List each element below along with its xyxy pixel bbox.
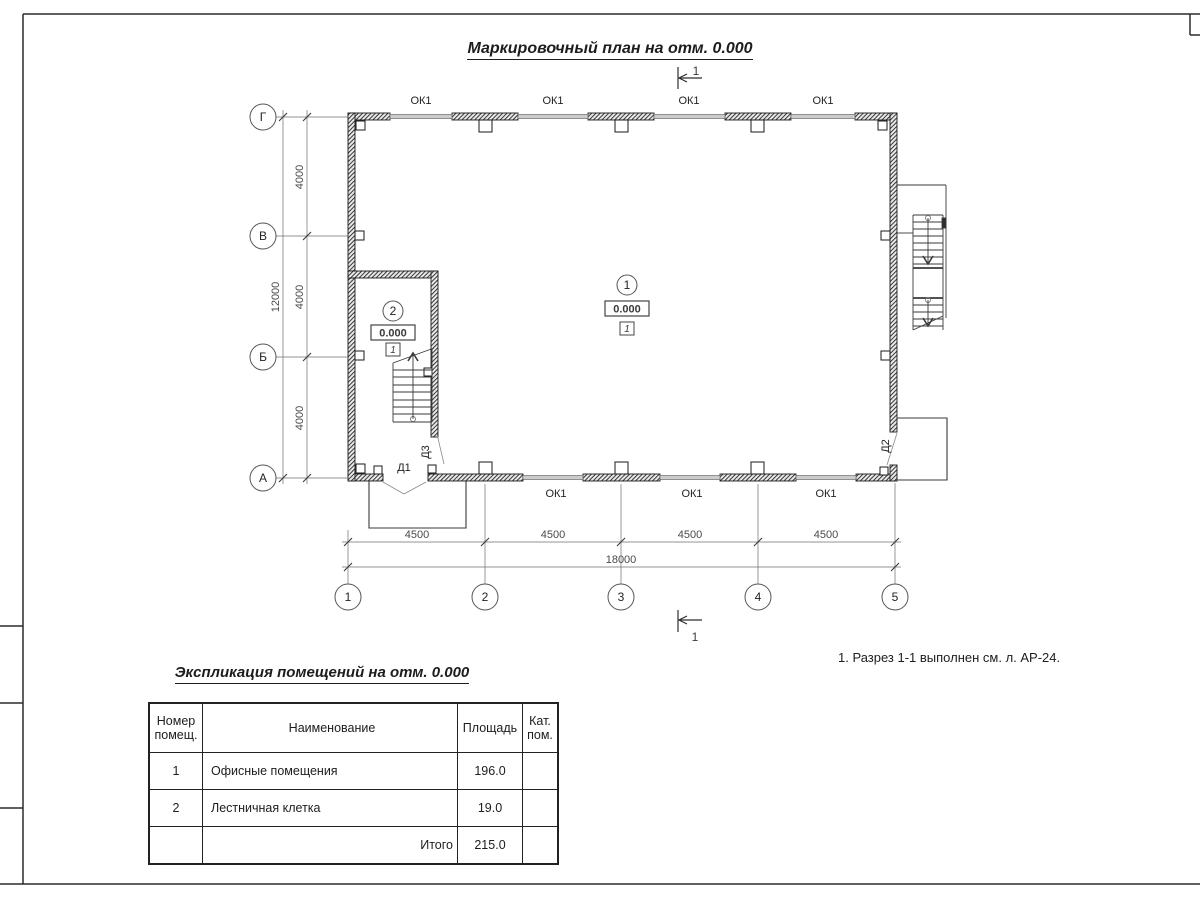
dim-4500-1: 4500	[404, 529, 430, 541]
room-1-floor-type: 1	[624, 324, 630, 335]
table-header-row	[149, 703, 558, 753]
axis-label-3: 3	[617, 590, 625, 604]
dim-18000: 18000	[605, 554, 637, 566]
header-area: Площадь	[458, 703, 523, 753]
room-number-cell: 1	[149, 753, 203, 790]
axis-label-a: А	[258, 471, 268, 485]
window-mark: ОК1	[678, 95, 700, 107]
table-row	[149, 753, 558, 790]
room-marker-1	[605, 275, 649, 335]
section-mark-bottom	[678, 610, 702, 644]
porches	[369, 418, 947, 528]
door-mark-d3: Д3	[420, 445, 432, 459]
dim-4000-3: 4000	[294, 405, 306, 431]
axis-label-2: 2	[481, 590, 489, 604]
section-number-top: 1	[692, 64, 700, 78]
table-row	[149, 790, 558, 827]
total-empty-cell	[149, 827, 203, 865]
table-total-row	[149, 827, 558, 865]
axis-label-1: 1	[344, 590, 352, 604]
interior-stair	[393, 348, 434, 422]
total-label-cell: Итого	[203, 827, 458, 865]
room-area-cell: 196.0	[458, 753, 523, 790]
room-markers	[371, 275, 649, 356]
window-mark: ОК1	[681, 488, 703, 500]
dimension-lines	[276, 110, 901, 585]
plan-title	[430, 40, 790, 58]
window-mark: ОК1	[542, 95, 564, 107]
room-explication-table	[148, 702, 559, 865]
door-labels	[397, 439, 892, 474]
dim-4500-2: 4500	[540, 529, 566, 541]
dim-4500-3: 4500	[677, 529, 703, 541]
axis-label-g: Г	[259, 110, 267, 124]
section-number-bottom: 1	[691, 630, 699, 644]
dim-4500-4: 4500	[813, 529, 839, 541]
door-swings	[383, 433, 897, 494]
header-room-number: Номер помещ.	[149, 703, 203, 753]
room-2-floor-type: 1	[390, 345, 396, 356]
room-1-elevation: 0.000	[613, 303, 641, 316]
dim-4000-1: 4000	[294, 164, 306, 190]
section-marks	[678, 64, 702, 644]
window-mark: ОК1	[410, 95, 432, 107]
total-cat-cell	[523, 827, 559, 865]
room-number-cell: 2	[149, 790, 203, 827]
room-name-cell: Офисные помещения	[203, 753, 458, 790]
note: 1. Разрез 1-1 выполнен см. л. АР-24.	[838, 650, 1061, 665]
building-walls	[348, 113, 897, 481]
section-mark-top	[678, 64, 702, 89]
header-category: Кат. пом.	[523, 703, 559, 753]
windows	[390, 115, 856, 480]
total-area-cell: 215.0	[458, 827, 523, 865]
room-2-number: 2	[389, 304, 397, 318]
axis-label-4: 4	[754, 590, 762, 604]
plan-title-text: Маркировочный план на отм. 0.000	[467, 40, 752, 60]
window-mark: ОК1	[815, 488, 837, 500]
window-labels	[410, 95, 836, 500]
dim-12000: 12000	[270, 281, 282, 313]
room-area-cell: 19.0	[458, 790, 523, 827]
axis-label-v: В	[258, 229, 268, 243]
dim-4000-2: 4000	[294, 284, 306, 310]
room-2-elevation: 0.000	[379, 327, 407, 340]
window-mark: ОК1	[545, 488, 567, 500]
room-cat-cell	[523, 790, 559, 827]
door-mark-d1: Д1	[397, 462, 411, 474]
axis-label-b: Б	[259, 350, 267, 364]
room-cat-cell	[523, 753, 559, 790]
axis-label-5: 5	[891, 590, 899, 604]
room-marker-2	[371, 301, 415, 356]
room-table-title	[162, 664, 482, 681]
room-name-cell: Лестничная клетка	[203, 790, 458, 827]
room-table-title-text: Экспликация помещений на отм. 0.000	[175, 664, 470, 684]
exterior-stair	[897, 185, 946, 330]
window-mark: ОК1	[812, 95, 834, 107]
door-mark-d2: Д2	[880, 439, 892, 453]
header-name: Наименование	[203, 703, 458, 753]
room-1-number: 1	[623, 278, 631, 292]
